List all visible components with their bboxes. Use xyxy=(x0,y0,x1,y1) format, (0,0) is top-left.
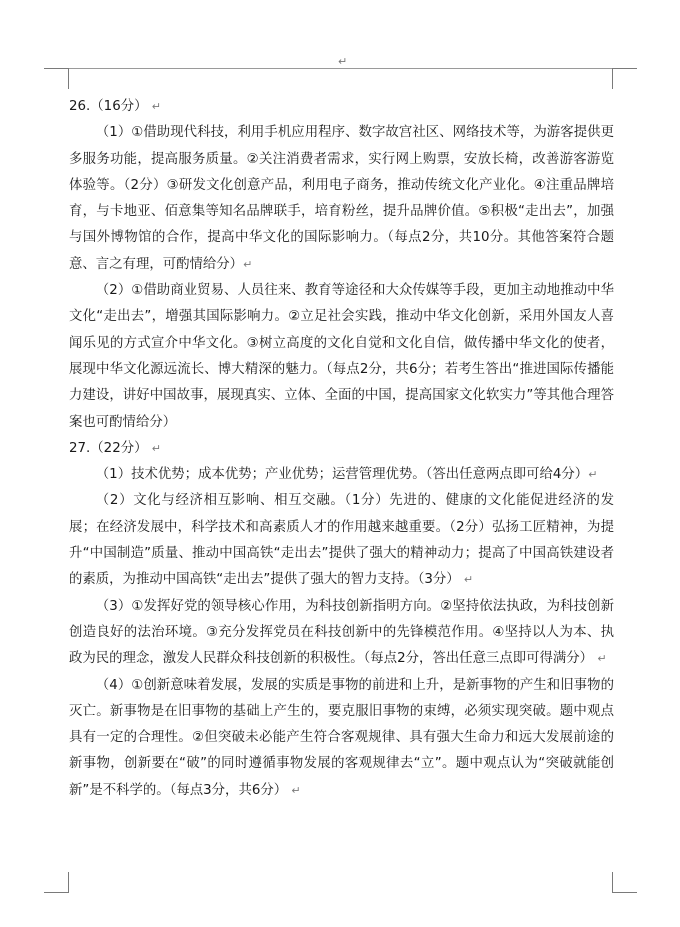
page-header-mark: ↵ xyxy=(338,55,348,68)
question-26-heading: 26.（16分） ↵ xyxy=(69,99,161,114)
question-27-answer-3: （3）①发挥好党的领导核心作用，为科技创新指明方向。②坚持依法执政，为科技创新创造良好的法治环境。③充分发挥党员在科技创新中的先锋模范作用。④坚持以人为本、执政为民的理念，激发人民群众科技创新的积极性。（每点2分，答出任意三点即可得满分） ↵ xyxy=(69,598,614,667)
question-26-answer-2: （2）①借助商业贸易、人员往来、教育等途径和大众传媒等手段，更加主动地推动中华文化“走出去”，增强其国际影响力。②立足社会实践，推动中华文化创新，采用外国友人喜闻乐见的方式宣介中华文化。③树立高度的文化自觉和文化自信，做传播中华文化的使者，展现中华文化源远流长、博大精深的魅力。（每点2分，共6分；若考生答出“推进国际传播能力建设，讲好中国故事，展现真实、立体、全面的中国，提高国家文化软实力”等其他合理答案也可酌情给分） xyxy=(69,283,614,430)
page-top-rule xyxy=(68,68,612,69)
question-26-answer-1: （1）①借助现代科技，利用手机应用程序、数字故宫社区、网络技术等，为游客提供更多服务功能，提高服务质量。②关注消费者需求，实行网上购票，安放长椅，改善游客游览体验等。（2分）③研发文化创意产品，利用电子商务，推动传统文化产业化。④注重品牌培育，与卡地亚、佰意集等知名品牌联手，培育粉丝，提升品牌价值。⑤积极“走出去”，加强与国外博物馆的合作，提高中华文化的国际影响力。（每点2分，共10分。其他答案符合题意、言之有理，可酌情给分）↵ xyxy=(69,125,614,272)
question-27-answer-2: （2）文化与经济相互影响、相互交融。（1分）先进的、健康的文化能促进经济的发展；在经济发展中，科学技术和高素质人才的作用越来越重要。（2分）弘扬工匠精神，为提升“中国制造”质量、推动中国高铁“走出去”提供了强大的精神动力；提高了中国高铁建设者的素质，为推动中国高铁“走出去”提供了强大的智力支持。（3分） ↵ xyxy=(69,493,614,588)
crop-mark-bottom-left xyxy=(44,872,69,893)
crop-mark-top-left xyxy=(44,68,69,89)
crop-mark-top-right xyxy=(612,68,637,89)
document-body xyxy=(69,94,614,804)
crop-mark-bottom-right xyxy=(612,872,637,893)
question-27-answer-4: （4）①创新意味着发展，发展的实质是事物的前进和上升，是新事物的产生和旧事物的灭亡。新事物是在旧事物的基础上产生的，要克服旧事物的束缚，必须实现突破。题中观点具有一定的合理性。②但突破未必能产生符合客观规律、具有强大生命力和远大发展前途的新事物，创新要在“破”的同时遵循事物发展的客观规律去“立”。题中观点认为“突破就能创新”是不科学的。（每点3分，共6分） ↵ xyxy=(69,677,614,798)
question-27-answer-1: （1）技术优势；成本优势；产业优势；运营管理优势。（答出任意两点即可给4分）↵ xyxy=(95,467,598,483)
question-27-heading: 27.（22分） ↵ xyxy=(69,440,161,456)
